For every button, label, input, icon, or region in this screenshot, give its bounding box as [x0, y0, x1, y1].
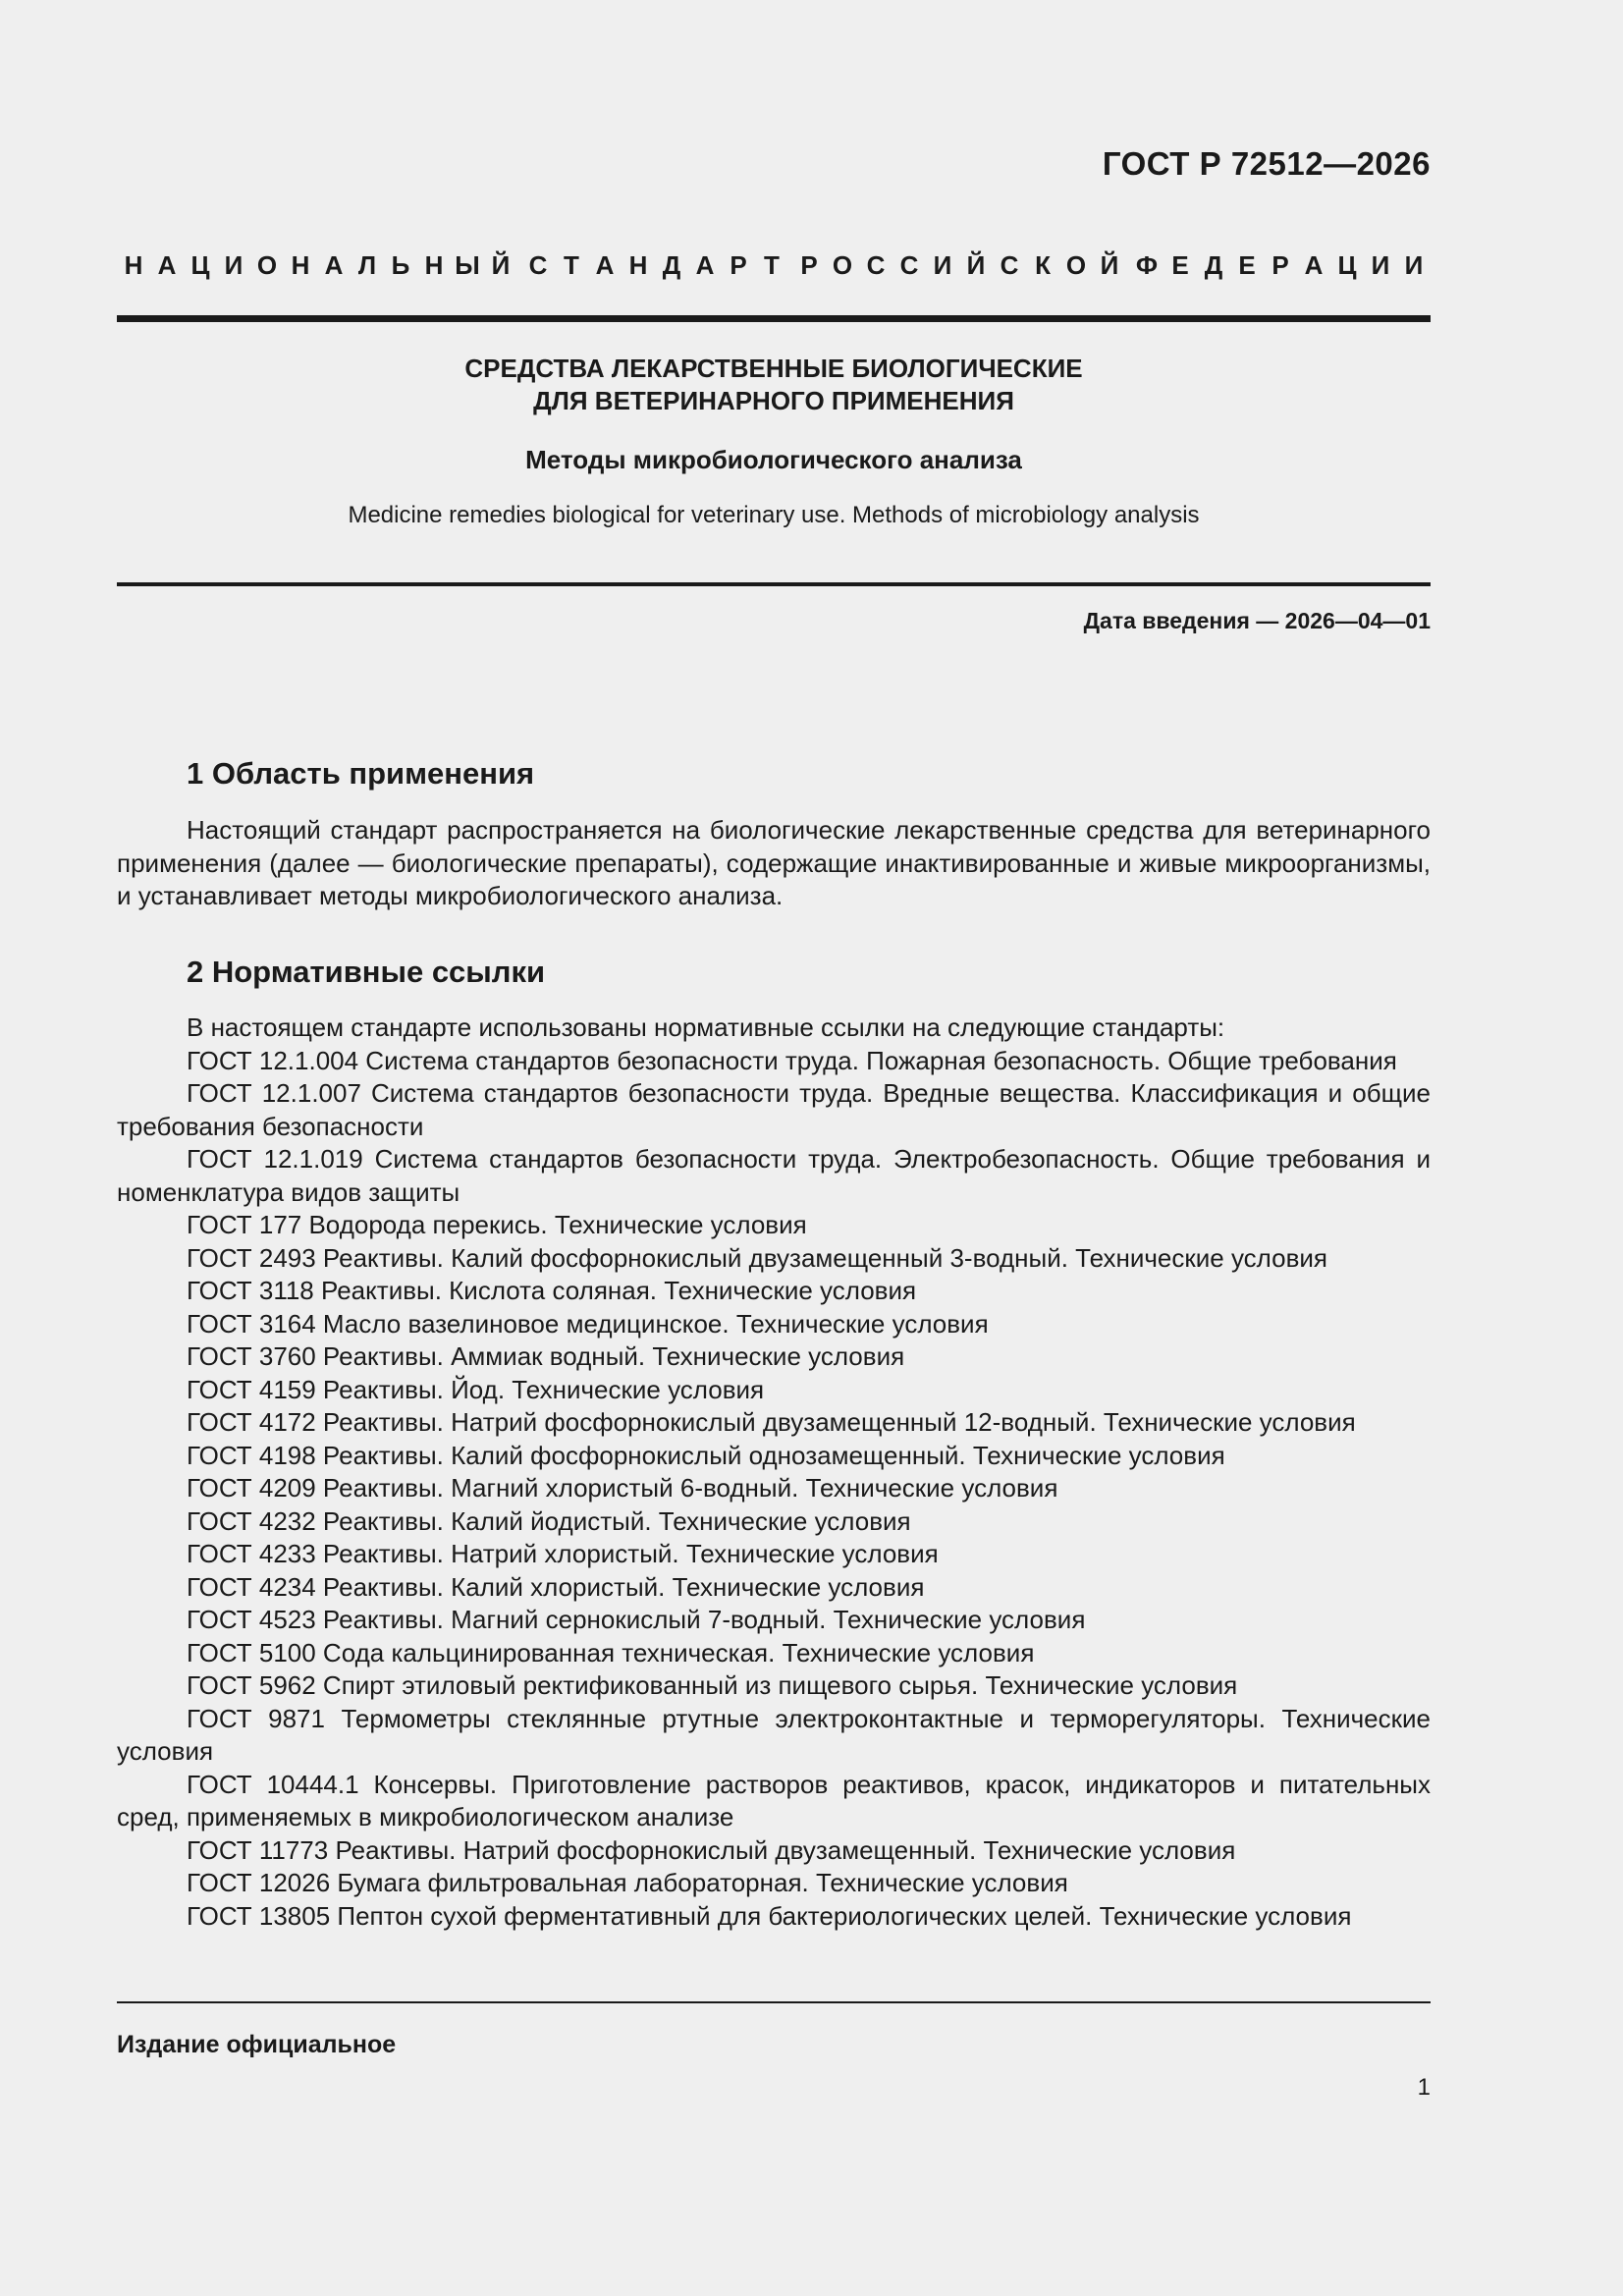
title-line-1: СРЕДСТВА ЛЕКАРСТВЕННЫЕ БИОЛОГИЧЕСКИЕ	[464, 354, 1083, 383]
reference-item: ГОСТ 12026 Бумага фильтровальная лабораторная. Технические условия	[187, 1868, 1068, 1897]
references-lead: В настоящем стандарте использованы нормативные ссылки на следующие стандарты:	[187, 1012, 1225, 1042]
reference-item: ГОСТ 4234 Реактивы. Калий хлористый. Технические условия	[187, 1571, 925, 1602]
reference-item: ГОСТ 4233 Реактивы. Натрий хлористый. Технические условия	[187, 1539, 939, 1568]
reference-item: ГОСТ 3760 Реактивы. Аммиак водный. Технические условия	[187, 1341, 905, 1371]
reference-item: ГОСТ 3164 Масло вазелиновое медицинское. Технические условия	[187, 1308, 989, 1339]
subtitle: Методы микробиологического анализа	[525, 445, 1022, 474]
banner-word-4: Ф Е Д Е Р А Ц И И	[1135, 250, 1424, 280]
page-number: 1	[1417, 2074, 1431, 2101]
title-rule	[117, 582, 1431, 586]
reference-item: ГОСТ 11773 Реактивы. Натрий фосфорнокислый двузамещенный. Технические условия	[187, 1834, 1236, 1865]
reference-item: ГОСТ 177 Водорода перекись. Технические условия	[187, 1210, 807, 1239]
reference-item: ГОСТ 12.1.019 Система стандартов безопасности труда. Электробезопасность. Общие требования и номенклатура видов защиты	[117, 1144, 1431, 1207]
reference-item: ГОСТ 5100 Сода кальцинированная техническая. Технические условия	[187, 1637, 1035, 1667]
reference-item: ГОСТ 13805 Пептон сухой ферментативный для бактериологических целей. Технические условия	[187, 1900, 1352, 1931]
intro-date: Дата введения — 2026—04—01	[1083, 608, 1431, 633]
section-2-heading: 2 Нормативные ссылки	[187, 955, 546, 989]
reference-item: ГОСТ 5962 Спирт этиловый ректификованный из пищевого сырья. Технические условия	[187, 1670, 1238, 1700]
section-1-paragraph: Настоящий стандарт распространяется на биологические лекарственные средства для ветеринарного применения (далее — биологические препараты), содержащие инактивированные и живые микроорганизмы, и устанавливает методы микробиологического анализа.	[117, 815, 1431, 910]
doc-number: ГОСТ Р 72512—2026	[1102, 145, 1431, 182]
title-block	[117, 353, 1431, 529]
footer-rule	[117, 2001, 1431, 2003]
reference-item: ГОСТ 4198 Реактивы. Калий фосфорнокислый однозамещенный. Технические условия	[187, 1440, 1225, 1470]
reference-item: ГОСТ 4523 Реактивы. Магний сернокислый 7-водный. Технические условия	[187, 1605, 1086, 1634]
national-standard-banner	[117, 250, 1431, 281]
reference-item: ГОСТ 9871 Термометры стеклянные ртутные электроконтактные и терморегуляторы. Технические условия	[117, 1703, 1431, 1766]
section-1-heading: 1 Область применения	[187, 756, 535, 791]
title-line-2: ДЛЯ ВЕТЕРИНАРНОГО ПРИМЕНЕНИЯ	[533, 386, 1014, 415]
reference-item: ГОСТ 10444.1 Консервы. Приготовление растворов реактивов, красок, индикаторов и питательных сред, применяемых в микробиологическом анализе	[117, 1769, 1431, 1831]
banner-word-2: С Т А Н Д А Р Т	[528, 250, 780, 280]
references-list	[117, 1011, 1431, 1933]
official-edition-label: Издание официальное	[117, 2031, 397, 2058]
reference-item: ГОСТ 12.1.004 Система стандартов безопасности труда. Пожарная безопасность. Общие требования	[187, 1045, 1397, 1075]
banner-word-3: Р О С С И Й С К О Й	[800, 250, 1119, 280]
top-rule	[117, 315, 1431, 322]
reference-item: ГОСТ 4209 Реактивы. Магний хлористый 6-водный. Технические условия	[187, 1473, 1058, 1503]
reference-item: ГОСТ 4172 Реактивы. Натрий фосфорнокислый двузамещенный 12-водный. Технические условия	[187, 1407, 1356, 1437]
english-title: Medicine remedies biological for veterinary use. Methods of microbiology analysis	[348, 502, 1200, 528]
reference-item: ГОСТ 3118 Реактивы. Кислота соляная. Технические условия	[187, 1276, 917, 1305]
banner-word-1: Н А Ц И О Н А Л Ь Н Ы Й	[124, 250, 511, 280]
reference-item: ГОСТ 12.1.007 Система стандартов безопасности труда. Вредные вещества. Классификация и общие требования безопасности	[117, 1078, 1431, 1141]
reference-item: ГОСТ 4232 Реактивы. Калий йодистый. Технические условия	[187, 1505, 911, 1536]
reference-item: ГОСТ 2493 Реактивы. Калий фосфорнокислый двузамещенный 3-водный. Технические условия	[187, 1242, 1328, 1273]
reference-item: ГОСТ 4159 Реактивы. Йод. Технические условия	[187, 1374, 765, 1404]
section-1-body	[117, 814, 1431, 913]
